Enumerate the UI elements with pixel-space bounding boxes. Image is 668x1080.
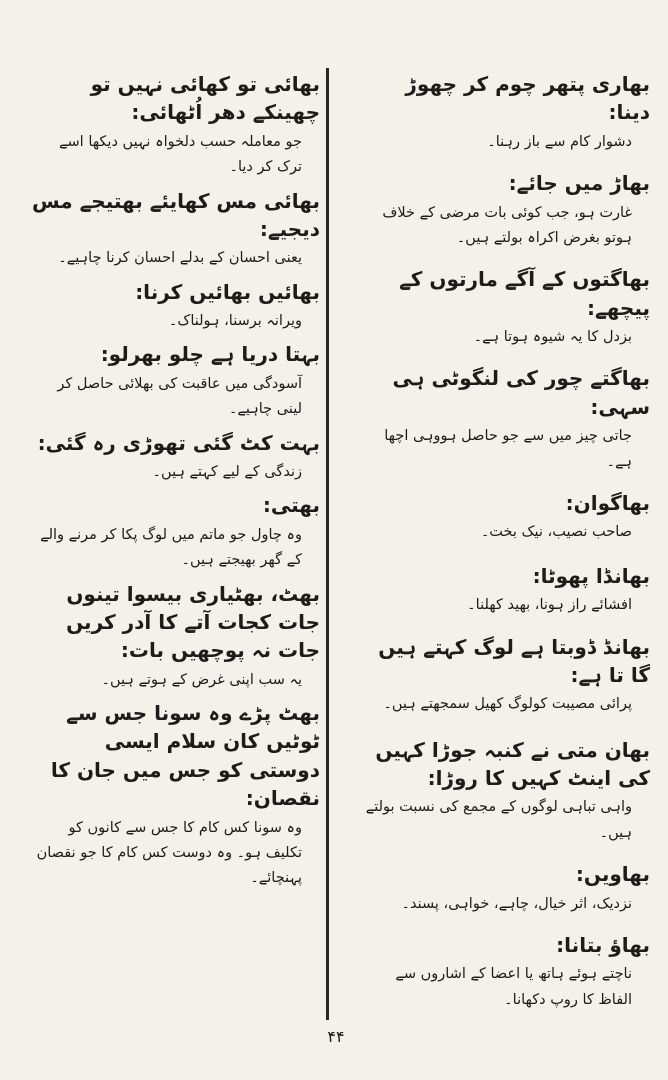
- entry-meaning: پرائی مصیبت کولوگ کھیل سمجھتے ہیں۔: [383, 696, 632, 713]
- dictionary-entry: [360, 265, 650, 350]
- entry-meaning: آسودگی میں عاقبت کی بھلائی حاصل کر لینی چاہیے۔: [57, 375, 302, 418]
- dictionary-entry: [30, 699, 320, 892]
- column-divider: [326, 68, 329, 1020]
- entry-headword: بھٹ، بھٹیاری بیسوا تینوں جات کجات آتے کا آدر کریں جات نہ پوچھیں بات:: [66, 581, 320, 663]
- left-column: [30, 70, 320, 892]
- dictionary-entry: [360, 70, 650, 155]
- entry-meaning: نزدیک، اثر خیال، چاہے، خواہی، پسند۔: [401, 895, 632, 912]
- entry-meaning: افشائے راز ہونا، بھید کھلنا۔: [467, 597, 632, 614]
- entry-meaning: وہ سونا کس کام کا جس سے کانوں کو تکلیف ہو۔ وہ دوست کس کام کا جو نقصان پہنچائے۔: [36, 819, 302, 887]
- entry-headword: بہت کٹ گئی تھوڑی رہ گئی:: [37, 430, 320, 455]
- dictionary-entry: [30, 340, 320, 422]
- dictionary-entry: [360, 736, 650, 847]
- dictionary-entry: [30, 278, 320, 335]
- entry-headword: بھاویں:: [575, 862, 650, 887]
- entry-meaning: ناچتے ہوئے ہاتھ یا اعضا کے اشاروں سے الفاظ کا روپ دکھانا۔: [395, 966, 632, 1008]
- dictionary-entry: [360, 562, 650, 619]
- entry-headword: بھاگوان:: [565, 490, 650, 515]
- entry-headword: بھانڈ ڈوبتا ہے لوگ کہتے ہیں گا تا ہے:: [378, 634, 650, 687]
- entry-headword: بھائی تو کھائی نہیں تو چھینکے دھر اُٹھائی:: [90, 72, 320, 125]
- dictionary-entry: [30, 580, 320, 694]
- entry-headword: بھائی مس کھایئے بھتیجے مس دیجیے:: [31, 188, 320, 241]
- entry-headword: بھانڈا پھوٹا:: [532, 563, 650, 588]
- dictionary-entry: [360, 931, 650, 1013]
- entry-headword: بھائیں بھائیں کرنا:: [135, 279, 320, 304]
- entry-meaning: وہ چاول جو ماتم میں لوگ پکا کر مرنے والے کے گھر بھیجتے ہیں۔: [40, 526, 302, 569]
- entry-meaning: یہ سب اپنی غرض کے ہوتے ہیں۔: [101, 671, 302, 688]
- dictionary-entry: [30, 70, 320, 181]
- page-number: ۴۴: [327, 1027, 345, 1046]
- entry-headword: بھاری پتھر چوم کر چھوڑ دینا:: [405, 72, 650, 125]
- dictionary-entry: [30, 491, 320, 573]
- dictionary-entry: [360, 489, 650, 546]
- dictionary-entry: [360, 633, 650, 718]
- right-column: [360, 70, 650, 1013]
- entry-headword: بھتی:: [262, 493, 320, 518]
- entry-headword: بھان متی نے کنبہ جوڑا کہیں کی اینٹ کہیں کا روڑا:: [375, 737, 650, 791]
- dictionary-entry: [360, 860, 650, 917]
- entry-headword: بھاڑ میں جائے:: [508, 171, 650, 196]
- entry-meaning: غارت ہو، جب کوئی بات مرضی کے خلاف ہوتو بغرض اکراہ بولتے ہیں۔: [382, 204, 632, 246]
- dictionary-entry: [360, 169, 650, 251]
- entry-headword: بھاؤ بتانا:: [556, 932, 650, 957]
- entry-headword: بھٹ پڑے وہ سونا جس سے ٹوٹیں کان سلام ایسی دوستی کو جس میں جان کا نقصان:: [50, 701, 320, 811]
- entry-meaning: جو معاملہ حسب دلخواہ نہیں دیکھا اسے ترک کر دیا۔: [59, 133, 302, 176]
- entry-meaning: جاتی چیز میں سے جو حاصل ہووہی اچھا ہے۔: [384, 428, 632, 470]
- entry-meaning: زندگی کے لیے کہتے ہیں۔: [152, 463, 302, 480]
- entry-meaning: دشوار کام سے باز رہنا۔: [487, 133, 632, 150]
- entry-headword: بہتا دریا ہے چلو بھرلو:: [100, 342, 320, 367]
- dictionary-entry: [30, 429, 320, 486]
- entry-meaning: واہی تباہی لوگوں کے مجمع کی نسبت بولتے ہیں۔: [365, 799, 632, 841]
- entry-headword: بھاگتے چور کی لنگوٹی ہی سہی:: [392, 366, 650, 419]
- dictionary-entry: [30, 187, 320, 272]
- entry-meaning: ویرانہ برسنا، ہولناک۔: [168, 313, 302, 330]
- entry-meaning: یعنی احسان کے بدلے احسان کرنا چاہیے۔: [58, 250, 302, 267]
- entry-meaning: بزدل کا یہ شیوہ ہوتا ہے۔: [473, 329, 632, 346]
- entry-headword: بھاگتوں کے آگے مارتوں کے پیچھے:: [399, 267, 650, 320]
- dictionary-entry: [360, 364, 650, 475]
- entry-meaning: صاحب نصیب، نیک بخت۔: [480, 524, 632, 541]
